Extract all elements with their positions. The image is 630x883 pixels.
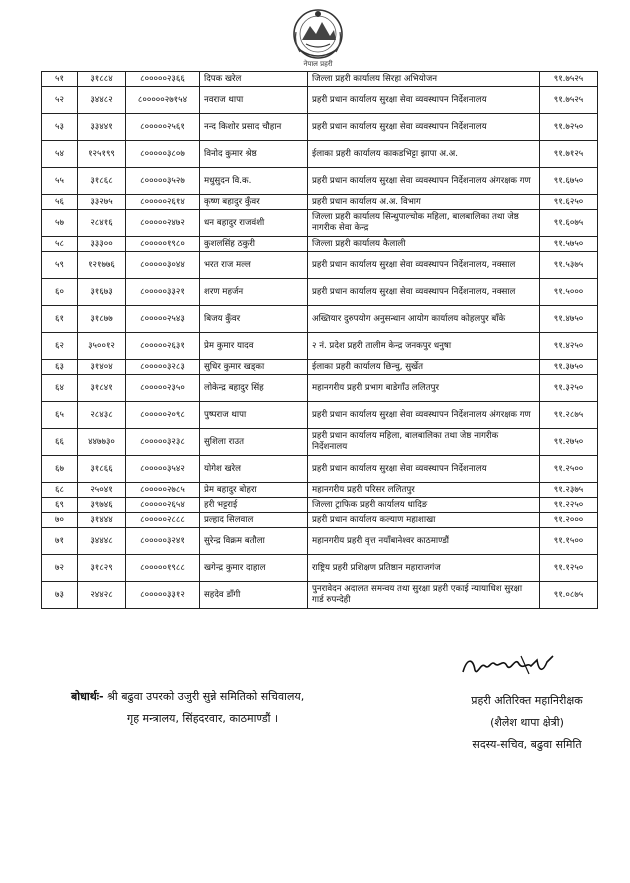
code-number-cell: ८०००००३८०७ [126, 141, 200, 168]
score-cell: ९१.६७५० [540, 168, 598, 195]
table-row [42, 375, 598, 402]
roll-number-cell: २८४१६ [78, 210, 126, 237]
office-cell: अख्तियार दुरुपयोग अनुसन्धान आयोग कार्यालय कोहलपुर बाँके [308, 306, 540, 333]
code-number-cell: ८०००००३३१२ [126, 582, 200, 609]
table-row [42, 168, 598, 195]
name-cell: सहदेव डाँगी [200, 582, 308, 609]
score-cell: ९१.४२५० [540, 333, 598, 360]
serial-number-cell: ६४ [42, 375, 78, 402]
results-table-body [42, 72, 598, 609]
roll-number-cell: ३१८८४ [78, 72, 126, 87]
code-number-cell: ८०००००२८८८ [126, 513, 200, 528]
table-row [42, 498, 598, 513]
office-cell: प्रहरी प्रधान कार्यालय अ.अ. विभाग [308, 195, 540, 210]
name-cell: दिपक खरेल [200, 72, 308, 87]
office-cell: महानगरीय प्रहरी प्रभाग बाडेगाँउ ललितपुर [308, 375, 540, 402]
office-cell: महानगरीय प्रहरी परिसर ललितपुर [308, 483, 540, 498]
name-cell: लोकेन्द्र बहादुर सिंह [200, 375, 308, 402]
office-cell: महानगरीय प्रहरी वृत्त नयाँबानेश्वर काठमाण्डौं [308, 528, 540, 555]
name-cell: हरी भट्टराई [200, 498, 308, 513]
score-cell: ९१.२७५० [540, 429, 598, 456]
roll-number-cell: ३१८४१ [78, 375, 126, 402]
roll-number-cell: ३१८६८ [78, 168, 126, 195]
name-cell: कृष्ण बहादुर कुँवर [200, 195, 308, 210]
name-cell: भरत राज मल्ल [200, 252, 308, 279]
score-cell: ९१.२२५० [540, 498, 598, 513]
table-row [42, 195, 598, 210]
table-row [42, 237, 598, 252]
name-cell: कुशलसिंह ठकुरी [200, 237, 308, 252]
name-cell: नवराज थापा [200, 87, 308, 114]
score-cell: ९१.१५०० [540, 528, 598, 555]
serial-number-cell: ५४ [42, 141, 78, 168]
table-row [42, 582, 598, 609]
name-cell: प्रल्हाद सिलवाल [200, 513, 308, 528]
roll-number-cell: ३५००१२ [78, 333, 126, 360]
serial-number-cell: ५३ [42, 114, 78, 141]
table-row [42, 429, 598, 456]
table-row [42, 87, 598, 114]
serial-number-cell: ६८ [42, 483, 78, 498]
serial-number-cell: ६७ [42, 456, 78, 483]
score-cell: ९१.७५२५ [540, 87, 598, 114]
office-cell: प्रहरी प्रधान कार्यालय सुरक्षा सेवा व्यवस्थापन निर्देशनालय [308, 456, 540, 483]
code-number-cell: ८०००००२५६१ [126, 114, 200, 141]
name-cell: पुष्पराज थापा [200, 402, 308, 429]
score-cell: ९१.१२५० [540, 555, 598, 582]
table-row [42, 483, 598, 498]
code-number-cell: ८०००००२७८५ [126, 483, 200, 498]
bodharth-label: बोधार्थः- [71, 690, 104, 703]
office-cell: प्रहरी प्रधान कार्यालय सुरक्षा सेवा व्यवस्थापन निर्देशनालय [308, 87, 540, 114]
code-number-cell: ८०००००२४७२ [126, 210, 200, 237]
table-row [42, 333, 598, 360]
roll-number-cell: ३१४४४ [78, 513, 126, 528]
signatory-block [452, 690, 602, 756]
signatory-role: सदस्य-सचिव, बढुवा समिति [472, 738, 582, 751]
serial-number-cell: ६३ [42, 360, 78, 375]
roll-number-cell: ३१६७३ [78, 279, 126, 306]
score-cell: ९१.७२५० [540, 114, 598, 141]
code-number-cell: ८०००००१९८० [126, 237, 200, 252]
name-cell: शरण महर्जन [200, 279, 308, 306]
office-cell: पुनरावेदन अदालत समन्वय तथा सुरक्षा प्रहरी एकाई न्यायाधिश सुरक्षा गार्ड रुपन्देही [308, 582, 540, 609]
table-row [42, 456, 598, 483]
score-cell: ९१.७५२५ [540, 72, 598, 87]
roll-number-cell: ३३३०० [78, 237, 126, 252]
serial-number-cell: ६१ [42, 306, 78, 333]
code-number-cell: ८०००००२३६६ [126, 72, 200, 87]
serial-number-cell: ५९ [42, 252, 78, 279]
code-number-cell: ८०००००३२३८ [126, 429, 200, 456]
table-row [42, 279, 598, 306]
office-cell: प्रहरी प्रधान कार्यालय सुरक्षा सेवा व्यवस्थापन निर्देशनालय अंगरक्षक गण [308, 402, 540, 429]
roll-number-cell: २४४२८ [78, 582, 126, 609]
code-number-cell: ८०००००१९८८ [126, 555, 200, 582]
office-cell: प्रहरी प्रधान कार्यालय सुरक्षा सेवा व्यवस्थापन निर्देशनालय [308, 114, 540, 141]
signatory-name: (शैलेश थापा क्षेत्री) [490, 716, 564, 729]
score-cell: ९१.५००० [540, 279, 598, 306]
score-cell: ९१.६०७५ [540, 210, 598, 237]
serial-number-cell: ५७ [42, 210, 78, 237]
table-row [42, 528, 598, 555]
code-number-cell: ८०००००२५४३ [126, 306, 200, 333]
name-cell: प्रेम कुमार यादव [200, 333, 308, 360]
roll-number-cell: ३१८२९ [78, 555, 126, 582]
bodharth-line-2: गृह मन्त्रालय, सिंहदरवार, काठमाण्डौं । [127, 712, 279, 725]
score-cell: ९१.४७५० [540, 306, 598, 333]
table-row [42, 141, 598, 168]
name-cell: सुरेन्द्र विक्रम बतौला [200, 528, 308, 555]
roll-number-cell: २८४३८ [78, 402, 126, 429]
score-cell: ९१.२३७५ [540, 483, 598, 498]
name-cell: योगेश खरेल [200, 456, 308, 483]
roll-number-cell: १२१७७६ [78, 252, 126, 279]
signature-icon [459, 652, 559, 680]
serial-number-cell: ५६ [42, 195, 78, 210]
bodharth-block [71, 686, 304, 730]
score-cell: ९१.३२५० [540, 375, 598, 402]
code-number-cell: ८०००००२६३१ [126, 333, 200, 360]
serial-number-cell: ७२ [42, 555, 78, 582]
name-cell: खगेन्द्र कुमार दाहाल [200, 555, 308, 582]
table-row [42, 210, 598, 237]
serial-number-cell: ५१ [42, 72, 78, 87]
code-number-cell: ८०००००२६१४ [126, 195, 200, 210]
table-row [42, 72, 598, 87]
roll-number-cell: ३४४४८ [78, 528, 126, 555]
serial-number-cell: ६० [42, 279, 78, 306]
code-number-cell: ८०००००२६५४ [126, 498, 200, 513]
table-row [42, 555, 598, 582]
office-cell: प्रहरी प्रधान कार्यालय कल्याण महाशाखा [308, 513, 540, 528]
score-cell: ९१.७१२५ [540, 141, 598, 168]
code-number-cell: ८०००००२७१५४ [126, 87, 200, 114]
serial-number-cell: ७३ [42, 582, 78, 609]
serial-number-cell: ५२ [42, 87, 78, 114]
code-number-cell: ८०००००३२४१ [126, 528, 200, 555]
code-number-cell: ८०००००३०४४ [126, 252, 200, 279]
name-cell: बिजय कुँवर [200, 306, 308, 333]
serial-number-cell: ५५ [42, 168, 78, 195]
table-row [42, 252, 598, 279]
office-cell: जिल्ला प्रहरी कार्यालय कैलाली [308, 237, 540, 252]
emblem-caption: नेपाल प्रहरी [303, 60, 333, 68]
roll-number-cell: ३४४८२ [78, 87, 126, 114]
name-cell: प्रेम बहादुर बोहरा [200, 483, 308, 498]
office-cell: जिल्ला प्रहरी कार्यालय सिन्धुपाल्चोक महिला, बालबालिका तथा जेष्ठ नागरीक सेवा केन्द्र [308, 210, 540, 237]
score-cell: ९१.३७५० [540, 360, 598, 375]
office-cell: जिल्ला प्रहरी कार्यालय सिरहा अभियोजन [308, 72, 540, 87]
serial-number-cell: ७० [42, 513, 78, 528]
office-cell: २ नं. प्रदेश प्रहरी तालीम केन्द्र जनकपुर धनुषा [308, 333, 540, 360]
serial-number-cell: ६५ [42, 402, 78, 429]
serial-number-cell: ५८ [42, 237, 78, 252]
name-cell: धन बहादुर राजवंशी [200, 210, 308, 237]
roll-number-cell: २५०४१ [78, 483, 126, 498]
nepal-police-emblem-icon [290, 4, 346, 68]
office-cell: प्रहरी प्रधान कार्यालय सुरक्षा सेवा व्यवस्थापन निर्देशनालय, नक्साल [308, 279, 540, 306]
code-number-cell: ८०००००३२८३ [126, 360, 200, 375]
score-cell: ९१.२८७५ [540, 402, 598, 429]
table-row [42, 114, 598, 141]
code-number-cell: ८०००००३५४२ [126, 456, 200, 483]
bodharth-line-1: श्री बढुवा उपरको उजुरी सुन्ने समितिको सचिवालय, [107, 690, 305, 703]
score-cell: ९१.२५०० [540, 456, 598, 483]
table-row [42, 360, 598, 375]
name-cell: नन्द किशोर प्रसाद चौहान [200, 114, 308, 141]
serial-number-cell: ६२ [42, 333, 78, 360]
office-cell: प्रहरी प्रधान कार्यालय सुरक्षा सेवा व्यवस्थापन निर्देशनालय अंगरक्षक गण [308, 168, 540, 195]
office-cell: ईलाका प्रहरी कार्यालय छिन्चु, सुर्खेत [308, 360, 540, 375]
name-cell: सुधिर कुमार खड्का [200, 360, 308, 375]
table-row [42, 306, 598, 333]
score-cell: ९१.०८७५ [540, 582, 598, 609]
office-cell: जिल्ला ट्राफिक प्रहरी कार्यालय धादिङ [308, 498, 540, 513]
signatory-title: प्रहरी अतिरिक्त महानिरीक्षक [471, 694, 583, 707]
roll-number-cell: ३१४०४ [78, 360, 126, 375]
roll-number-cell: ३३४४१ [78, 114, 126, 141]
code-number-cell: ८०००००३३२१ [126, 279, 200, 306]
serial-number-cell: ६९ [42, 498, 78, 513]
score-cell: ९१.२००० [540, 513, 598, 528]
name-cell: विनोद कुमार श्रेष्ठ [200, 141, 308, 168]
office-cell: राष्ट्रिय प्रहरी प्रशिक्षण प्रतिष्ठान महाराजगंज [308, 555, 540, 582]
serial-number-cell: ६६ [42, 429, 78, 456]
score-cell: ९१.५३७५ [540, 252, 598, 279]
roll-number-cell: १२५१९९ [78, 141, 126, 168]
roll-number-cell: ३९७४६ [78, 498, 126, 513]
roll-number-cell: ३३२७५ [78, 195, 126, 210]
name-cell: सुशिला राउत [200, 429, 308, 456]
office-cell: प्रहरी प्रधान कार्यालय महिला, बालबालिका तथा जेष्ठ नागरीक निर्देशनालय [308, 429, 540, 456]
roll-number-cell: ३१८७७ [78, 306, 126, 333]
code-number-cell: ८०००००२३५० [126, 375, 200, 402]
roll-number-cell: ४४७७३० [78, 429, 126, 456]
name-cell: मधुसुदन वि.क. [200, 168, 308, 195]
score-cell: ९१.५७५० [540, 237, 598, 252]
code-number-cell: ८०००००३५२७ [126, 168, 200, 195]
office-cell: प्रहरी प्रधान कार्यालय सुरक्षा सेवा व्यवस्थापन निर्देशनालय, नक्साल [308, 252, 540, 279]
table-row [42, 402, 598, 429]
office-cell: ईलाका प्रहरी कार्यालय काकडभिट्टा झापा अ.अ. [308, 141, 540, 168]
results-table [41, 71, 598, 609]
roll-number-cell: ३१८६६ [78, 456, 126, 483]
score-cell: ९१.६२५० [540, 195, 598, 210]
code-number-cell: ८०००००२०९८ [126, 402, 200, 429]
serial-number-cell: ७१ [42, 528, 78, 555]
table-row [42, 513, 598, 528]
